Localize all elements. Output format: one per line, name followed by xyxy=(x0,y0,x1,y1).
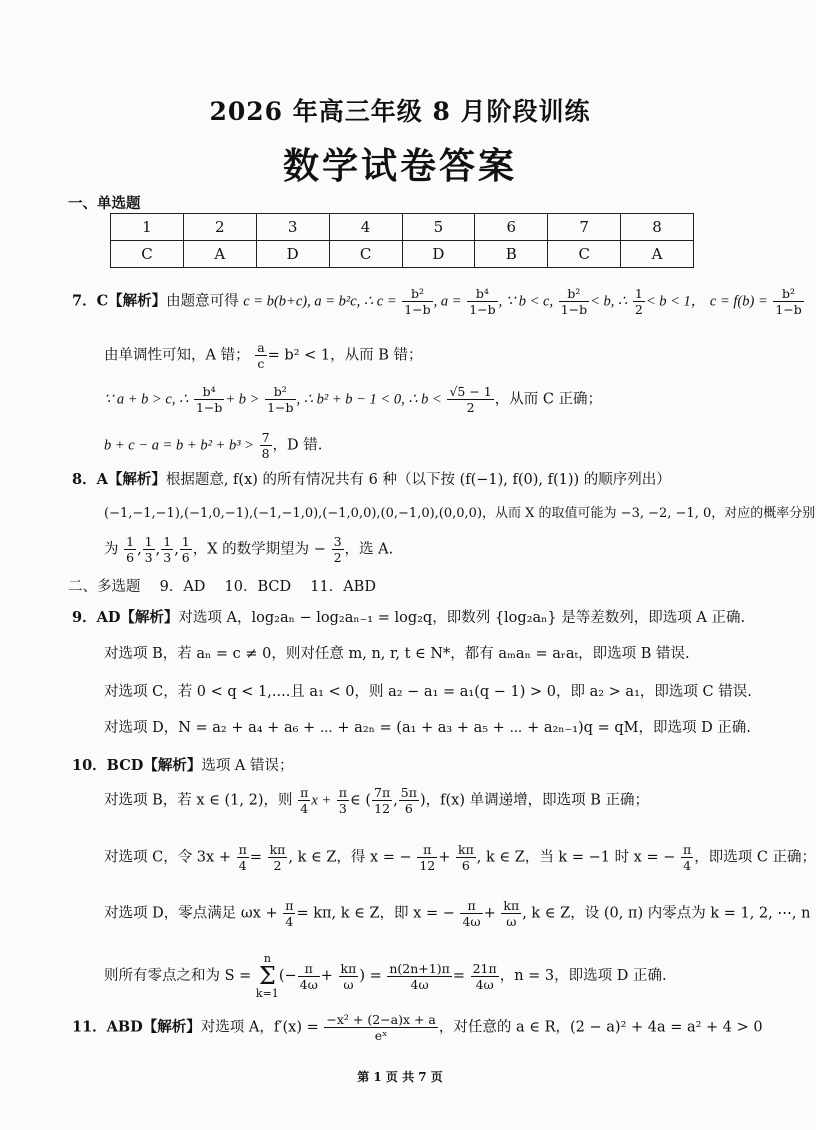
q10-line-4 xyxy=(104,953,667,999)
math-text: 3 xyxy=(144,550,153,565)
answer-table-numbers-row xyxy=(111,214,694,241)
fraction xyxy=(456,842,476,873)
math-text: 10．BCD【解析】 xyxy=(72,757,202,774)
fraction xyxy=(124,534,136,565)
math-text: ，X 的数学期望为 − xyxy=(192,541,326,558)
math-text: 12 xyxy=(372,800,392,816)
math-text: , k ∈ Z，当 k = −1 时 x = − xyxy=(476,849,676,866)
summation-sign xyxy=(256,953,279,999)
q7-text: 由题意可得 xyxy=(166,293,239,310)
math-text: 根据题意, f(x) 的所有情况共有 6 种（以下按 (f(−1), f(0), f(1)) 的顺序列出） xyxy=(165,472,671,488)
math-text: + xyxy=(320,968,333,984)
math-text: 对选项 B，若 aₙ = c ≠ 0，则对任意 m, n, r, t ∈ N*，都有 aₘaₙ = aᵣaₜ，即选项 B 错误. xyxy=(104,646,690,662)
answer-cell: C xyxy=(548,241,621,268)
fraction xyxy=(180,534,192,565)
question-number: 1 xyxy=(111,214,184,241)
math-text: b + c − a = b + b² + b³ > xyxy=(104,437,254,454)
q8-line-2 xyxy=(104,502,815,521)
math-text: π xyxy=(285,898,294,913)
q10-line-1: 对选项 B，若 x ∈ (1, 2)，则 $\frac{\pi}{4}$ x + $\frac{\pi}{3}$ ∈ ( $\frac{7\pi}{12}$ , $\frac{5\pi}{6}$ )，f(x) 单调递增，即选项 B 正确； xyxy=(104,785,649,816)
q8-line-1 xyxy=(72,468,671,489)
math-text: b² xyxy=(273,384,287,399)
question-number: 8 xyxy=(621,214,694,241)
question-number: 2 xyxy=(183,214,256,241)
fraction xyxy=(471,961,499,992)
answer-table xyxy=(110,213,694,268)
math-text: ) = xyxy=(359,968,382,984)
math-text: (− xyxy=(278,968,297,984)
math-text: = xyxy=(249,849,262,866)
math-text: 对选项 C，若 0 < q < 1,....且 a₁ < 0，则 a₂ − a₁ = a₁(q − 1) > 0，即 a₂ > a₁，即选项 C 错误. xyxy=(104,684,752,700)
math-text: 8 xyxy=(261,446,270,461)
answer-cell: C xyxy=(111,241,184,268)
math-text: π xyxy=(423,842,432,857)
math-text: ，从而 C 正确； xyxy=(494,391,603,408)
math-text: c = f(b) = xyxy=(709,293,768,310)
fraction xyxy=(387,961,451,992)
math-text: ∈ ( xyxy=(350,792,372,809)
math-text: ，即选项 C 正确； xyxy=(694,849,816,866)
fraction xyxy=(633,286,645,317)
exam-title: 2026 年高三年级 8 月阶段训练 xyxy=(209,97,591,126)
q10-line-3 xyxy=(104,898,810,929)
q9-line-1 xyxy=(72,606,745,627)
math-text: , a = xyxy=(433,293,462,310)
fraction xyxy=(559,286,589,317)
question-number: 5 xyxy=(402,214,475,241)
fraction xyxy=(467,286,497,317)
math-text: , k ∈ Z，得 x = − xyxy=(288,849,412,866)
math-text: π xyxy=(300,785,309,800)
math-text: 1−b xyxy=(404,302,431,317)
math-text: 为 xyxy=(104,541,119,558)
math-text: 3 xyxy=(333,534,342,549)
math-text: 4 xyxy=(283,913,295,929)
fraction xyxy=(260,430,272,461)
math-text: 对选项 D，零点满足 ωx + xyxy=(104,905,278,922)
math-text: ，D 错. xyxy=(272,437,323,454)
math-text: 对选项 C，令 3x + xyxy=(104,849,231,866)
math-text: 3 xyxy=(337,800,349,816)
math-text: 2 xyxy=(268,857,288,873)
math-text: = b² < 1，从而 B 错； xyxy=(267,347,423,364)
math-text: 4ω xyxy=(299,976,318,992)
math-text: kπ xyxy=(269,842,286,857)
math-text: + xyxy=(483,905,496,922)
math-text: + xyxy=(438,849,451,866)
math-text: kπ xyxy=(458,842,474,857)
fraction xyxy=(255,340,266,371)
math-text: + b > xyxy=(225,391,260,408)
question-number: 3 xyxy=(256,214,329,241)
answer-cell: D xyxy=(256,241,329,268)
math-text: < b < 1， xyxy=(645,293,706,310)
math-text: 6 xyxy=(181,550,190,565)
math-text: ∵ a + b > c, ∴ xyxy=(104,391,189,408)
q7-tag: 7．C【解析】 xyxy=(72,292,167,310)
math-text: b⁴ xyxy=(202,384,216,399)
math-text: −x² + (2−a)x + a xyxy=(326,1012,436,1027)
math-text: 1−b xyxy=(195,400,223,415)
math-text: 1 xyxy=(634,286,643,301)
math-text: ω xyxy=(501,913,521,929)
math-text: 4ω xyxy=(387,976,451,992)
q9-line-4 xyxy=(104,716,751,737)
section-multiple-choice: 二、多选题 9．AD 10．BCD 11．ABD xyxy=(68,579,376,595)
math-text: 4 xyxy=(298,800,310,816)
answer-table-answers-row xyxy=(111,241,694,268)
math-text: ，对任意的 a ∈ R，(2 − a)² + 4a = a² + 4 > 0 xyxy=(438,1019,763,1036)
math-text: 4 xyxy=(237,857,249,873)
math-text: 3 xyxy=(163,550,172,565)
math-text: 4 xyxy=(681,857,693,873)
math-text: kπ xyxy=(340,960,357,976)
section-single-choice: 一、单选题 xyxy=(68,195,141,212)
page-footer: 第 1 页 共 7 页 xyxy=(357,1070,443,1084)
fraction xyxy=(399,785,419,816)
q7-line-1 xyxy=(72,286,805,317)
math-text: 1−b xyxy=(469,302,496,317)
math-text: 由单调性可知，A 错； xyxy=(104,347,250,364)
math-text: ，n = 3，即选项 D 正确. xyxy=(499,968,667,984)
fraction xyxy=(332,534,344,565)
math-text: 1 xyxy=(181,534,190,549)
math-text: π xyxy=(683,842,692,857)
q10-line-0 xyxy=(72,754,294,775)
math-text: 11．ABD【解析】 xyxy=(72,1018,201,1036)
math-text: 1−b xyxy=(775,302,802,317)
math-text: π xyxy=(238,842,247,857)
fraction xyxy=(143,534,155,565)
fraction xyxy=(417,842,437,873)
q7-line-2 xyxy=(104,340,422,371)
fraction xyxy=(194,384,224,415)
math-text: 7 xyxy=(261,430,270,445)
exam-subtitle: 数学试卷答案 xyxy=(282,145,517,187)
math-text: n(2n+1)π xyxy=(389,960,450,976)
q7-line-4 xyxy=(104,430,322,461)
math-text: 6 xyxy=(456,857,476,873)
math-text: kπ xyxy=(503,898,520,913)
math-text: (−1,−1,−1),(−1,0,−1),(−1,−1,0),(−1,0,0),(0,−1,0),(0,0,0)，从而 X 的取值可能为 −3, −2, −1, 0，对应的概率分别 xyxy=(104,506,816,521)
math-text: n xyxy=(263,952,271,965)
math-text: 2 xyxy=(333,550,342,565)
math-text: )，f(x) 单调递增，即选项 B 正确； xyxy=(419,792,649,809)
math-text: π xyxy=(467,898,476,913)
math-text: 2 xyxy=(447,399,493,415)
math-text: 选项 A 错误； xyxy=(201,758,294,774)
q11-line-1 xyxy=(72,1012,763,1043)
math-text: 9．AD【解析】 xyxy=(72,609,179,626)
math-text: , k ∈ Z，设 (0, π) 内零点为 k = 1, 2, ⋯, n xyxy=(522,905,811,922)
math-text: ω xyxy=(339,976,359,992)
math-text: x + xyxy=(311,792,332,809)
fraction xyxy=(268,842,288,873)
fraction xyxy=(337,785,349,816)
math-text: b⁴ xyxy=(475,286,489,301)
math-text: 对选项 A，f′(x) = xyxy=(200,1019,319,1036)
fraction xyxy=(265,384,295,415)
math-text: 5π xyxy=(400,785,417,800)
math-text: ，选 A. xyxy=(344,541,394,558)
math-text: 6 xyxy=(126,550,135,565)
math-text: 1 xyxy=(163,534,172,549)
fraction xyxy=(237,842,249,873)
math-text: 1 xyxy=(126,534,135,549)
fraction xyxy=(298,961,320,992)
fraction xyxy=(773,286,803,317)
fraction xyxy=(324,1012,438,1043)
math-text: 4ω xyxy=(471,976,499,992)
math-text: = xyxy=(452,968,465,984)
math-text: , ∴ b² + b − 1 < 0, ∴ b < xyxy=(296,391,442,408)
answer-cell: C xyxy=(329,241,402,268)
math-text: k=1 xyxy=(255,987,279,1000)
math-text: 对选项 D，N = a₂ + a₄ + a₆ + ⋯ + a₂ₙ = (a₁ + a₃ + a₅ + ⋯ + a₂ₙ₋₁)q = qM，即选项 D 正确. xyxy=(104,720,751,736)
math-text: , ∵ b < c, xyxy=(498,293,554,310)
question-number: 4 xyxy=(329,214,402,241)
answer-cell: B xyxy=(475,241,548,268)
math-text: 12 xyxy=(419,858,436,873)
math-text: 2 xyxy=(634,302,643,317)
math-text: 1−b xyxy=(560,302,588,317)
math-text: √5 − 1 xyxy=(449,384,492,399)
fraction xyxy=(460,898,482,929)
math-text: 1 xyxy=(144,534,153,549)
fraction xyxy=(372,785,392,816)
fraction xyxy=(339,961,359,992)
fraction xyxy=(402,286,432,317)
math-text: a xyxy=(257,340,265,355)
q10-line-2 xyxy=(104,842,816,873)
math-text: 对选项 A，log₂aₙ − log₂aₙ₋₁ = log₂q，即数列 {log₂aₙ} 是等差数列，即选项 A 正确. xyxy=(178,610,746,626)
fraction xyxy=(161,534,173,565)
q9-line-2 xyxy=(104,642,690,663)
question-number: 6 xyxy=(475,214,548,241)
fraction xyxy=(447,384,493,415)
fraction xyxy=(298,785,310,816)
math-text: < b, ∴ xyxy=(590,293,628,310)
math-text: c xyxy=(255,355,266,371)
answer-cell: A xyxy=(621,241,694,268)
q9-line-3 xyxy=(104,680,752,701)
math-text: = kπ, k ∈ Z，即 x = − xyxy=(296,905,455,922)
math-text: 4ω xyxy=(462,914,481,929)
q7-line-3 xyxy=(104,384,602,415)
math-text: eˣ xyxy=(324,1027,438,1043)
q8-line-3: 为 $\frac{1}{6}$ , $\frac{1}{3}$ , $\frac{1}{3}$ , $\frac{1}{6}$ ，X 的数学期望为 − $\frac{3}{2}$ ，选 A. xyxy=(104,534,394,565)
q7-math: c = b(b+c), a = b²c, ∴ c = xyxy=(243,293,397,310)
math-text: b² xyxy=(782,286,796,301)
math-text: b² xyxy=(410,286,424,301)
math-text: 则所有零点之和为 S = xyxy=(104,968,252,984)
fraction xyxy=(283,898,295,929)
fraction xyxy=(501,898,521,929)
math-text: 6 xyxy=(399,800,419,816)
math-text: 21π xyxy=(472,960,497,976)
fraction xyxy=(681,842,693,873)
math-text: 7π xyxy=(374,785,391,800)
question-number: 7 xyxy=(548,214,621,241)
math-text: 对选项 B，若 x ∈ (1, 2)，则 xyxy=(104,792,293,809)
answer-cell: A xyxy=(183,241,256,268)
math-text: Σ xyxy=(258,962,276,990)
math-text: 1−b xyxy=(267,400,294,415)
math-text: b² xyxy=(567,286,581,301)
math-text: 8．A【解析】 xyxy=(72,471,166,488)
answer-cell: D xyxy=(402,241,475,268)
math-text: π xyxy=(304,960,313,976)
math-text: π xyxy=(338,785,348,800)
